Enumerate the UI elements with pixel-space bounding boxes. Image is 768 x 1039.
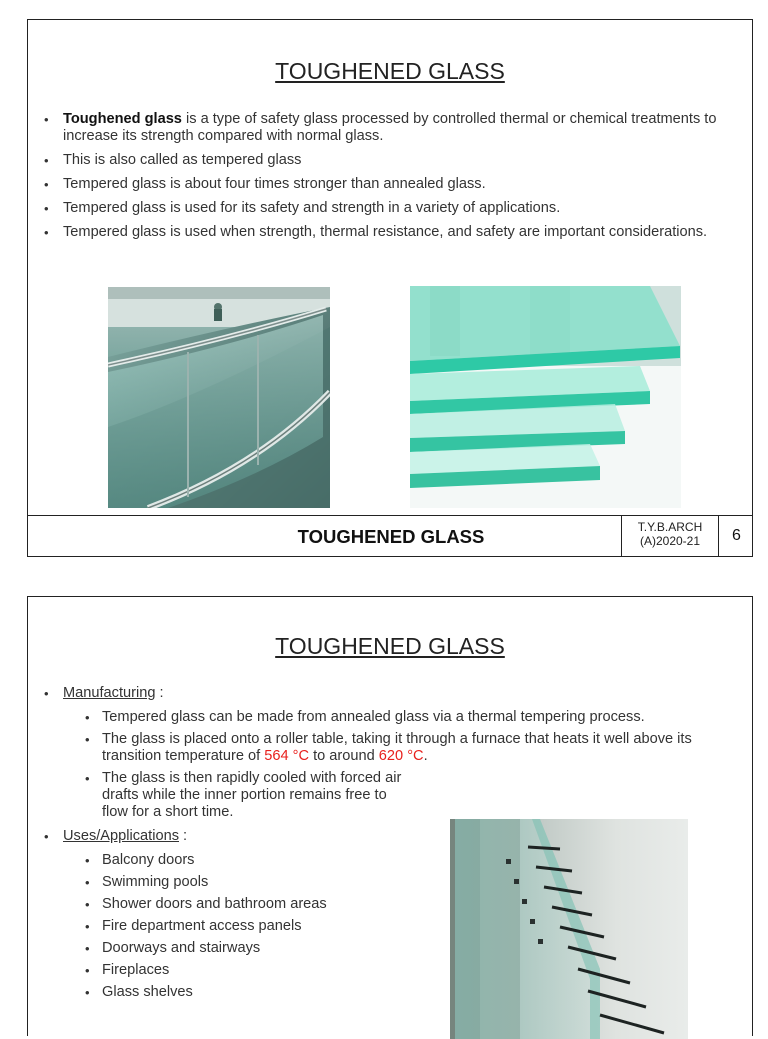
footer-class-line: T.Y.B.ARCH <box>637 520 703 534</box>
footer-year-line: (A)2020-21 <box>639 534 701 548</box>
bullet-text: is a type of safety glass processed by controlled thermal or chemical treatments to increase its strength compared with normal glass. <box>63 111 717 144</box>
list-item-text: . <box>423 748 428 764</box>
list-item <box>63 709 732 726</box>
list-item: • Fireplaces <box>63 962 732 979</box>
bold-term: Toughened glass <box>63 111 182 127</box>
bullet-text: This is also called as tempered glass <box>63 152 302 168</box>
manufacturing-heading: Manufacturing <box>63 685 156 701</box>
list-item <box>63 770 732 821</box>
glass-sheets-photo <box>410 286 681 508</box>
bullet-item <box>40 176 732 193</box>
list-item-text: The glass is then rapidly cooled with forced air drafts while the inner portion remains free to flow for a short time. <box>102 770 402 820</box>
bullet-list <box>40 111 732 248</box>
temperature-high: 620 °C <box>378 748 424 764</box>
footer-title: TOUGHENED GLASS <box>297 526 485 547</box>
list-item: • Doorways and stairways <box>63 940 732 957</box>
bullet-item <box>40 200 732 217</box>
uses-list <box>63 852 732 1001</box>
bullet-item <box>40 224 732 241</box>
heading-colon: : <box>155 685 164 701</box>
slide-title: TOUGHENED GLASS <box>275 58 505 84</box>
list-item <box>63 731 732 765</box>
list-item: • Balcony doors <box>63 852 732 869</box>
list-item-text: The glass is placed onto a roller table, taking it through a furnace that heats it well above its transition temperature of <box>102 731 692 764</box>
bullet-text: Tempered glass is used for its safety and strength in a variety of applications. <box>63 200 561 216</box>
list-item: • Swimming pools <box>63 874 732 891</box>
glass-railing-illustration <box>108 287 330 508</box>
bullet-text: Tempered glass is about four times stronger than annealed glass. <box>63 176 486 192</box>
bullet-item <box>40 152 732 169</box>
slide-2 <box>27 596 753 1036</box>
glass-sheets-illustration <box>410 286 681 508</box>
bullet-list <box>40 685 732 1008</box>
bullet-item <box>40 111 732 145</box>
slide-footer <box>28 515 752 556</box>
bullet-text: Tempered glass is used when strength, thermal resistance, and safety are important considerations. <box>63 224 708 240</box>
list-item: • Fire department access panels <box>63 918 732 935</box>
bullet-item <box>40 828 732 1001</box>
list-item-text: to around <box>309 748 379 764</box>
page-number: 6 <box>732 527 741 544</box>
glass-railing-photo <box>108 287 330 508</box>
slide-title: TOUGHENED GLASS <box>275 633 505 659</box>
slide-1 <box>27 19 753 557</box>
heading-colon: : <box>179 828 188 844</box>
list-item: • Glass shelves <box>63 984 732 1001</box>
footer-class-label <box>621 516 719 556</box>
list-item-text: Tempered glass can be made from annealed glass via a thermal tempering process. <box>102 709 645 725</box>
temperature-low: 564 °C <box>264 748 310 764</box>
manufacturing-list <box>63 709 732 821</box>
uses-heading: Uses/Applications <box>63 828 179 844</box>
list-item: • Shower doors and bathroom areas <box>63 896 732 913</box>
bullet-item <box>40 685 732 821</box>
